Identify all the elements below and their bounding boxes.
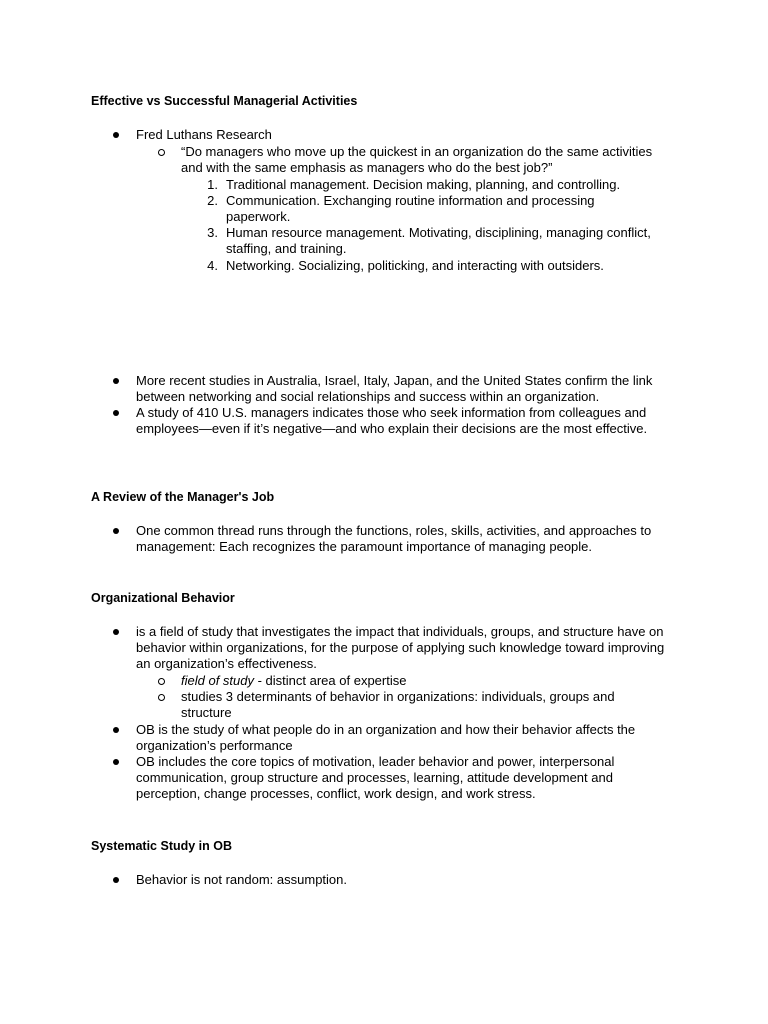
sub-list-item-text: “Do managers who move up the quickest in an organization do the same activities and with the same emphasis as managers who do the best job?” bbox=[181, 144, 653, 176]
numbered-item-text: Communication. Exchanging routine information and processing paperwork. bbox=[226, 193, 595, 225]
list-item bbox=[113, 405, 673, 455]
term-field-of-study: field of study bbox=[181, 673, 254, 688]
bullet-icon bbox=[113, 378, 119, 384]
numbered-item-text: Traditional management. Decision making, planning, and controlling. bbox=[226, 177, 621, 192]
numbered-item-text: Human resource management. Motivating, disciplining, managing conflict, staffing, and training. bbox=[226, 225, 651, 257]
bullet-icon bbox=[113, 410, 119, 416]
list-item-text: Behavior is not random: assumption. bbox=[136, 872, 347, 887]
sub-list-item-text bbox=[181, 673, 661, 689]
bullet-icon bbox=[113, 759, 119, 765]
section-heading-organizational-behavior: Organizational Behavior bbox=[91, 591, 235, 605]
numbered-item bbox=[200, 193, 670, 226]
section-heading-effective-vs-successful: Effective vs Successful Managerial Activities bbox=[91, 94, 358, 108]
numbered-item-text: Networking. Socializing, politicking, and interacting with outsiders. bbox=[226, 258, 604, 273]
list-item bbox=[113, 722, 673, 755]
sub-list-item-text: studies 3 determinants of behavior in organizations: individuals, groups and structure bbox=[181, 689, 615, 721]
item-number: 3. bbox=[207, 225, 218, 240]
sub-list-item bbox=[158, 144, 678, 177]
sub-list-item bbox=[158, 673, 678, 690]
section-heading-systematic-study: Systematic Study in OB bbox=[91, 839, 233, 853]
item-number: 2. bbox=[207, 193, 218, 208]
list-item-text: OB is the study of what people do in an organization and how their behavior affects the organization’s performance bbox=[136, 722, 636, 754]
hollow-bullet-icon bbox=[158, 694, 165, 701]
bullet-icon bbox=[113, 877, 119, 883]
list-item-text: is a field of study that investigates the impact that individuals, groups, and structure have on behavior within organizations, for the purpose of applying such knowledge toward improving an organization’s effectiveness. bbox=[136, 624, 665, 672]
bullet-icon bbox=[113, 132, 119, 138]
bullet-icon bbox=[113, 629, 119, 635]
list-item-text: Fred Luthans Research bbox=[136, 127, 272, 142]
sub-list-item bbox=[158, 689, 678, 722]
item-number: 4. bbox=[207, 258, 218, 273]
list-item-text: One common thread runs through the functions, roles, skills, activities, and approaches to management: Each recognizes the paramount importance of managing people. bbox=[136, 523, 652, 555]
list-item bbox=[113, 624, 673, 674]
list-item bbox=[113, 523, 673, 556]
term-definition: - distinct area of expertise bbox=[254, 673, 407, 688]
list-item bbox=[113, 754, 673, 820]
bullet-icon bbox=[113, 528, 119, 534]
list-item-text: OB includes the core topics of motivation, leader behavior and power, interpersonal communication, group structure and processes, learning, attitude development and perception, change processes, conflict, work design, and work stress. bbox=[136, 754, 615, 802]
hollow-bullet-icon bbox=[158, 678, 165, 685]
list-item bbox=[113, 127, 673, 144]
item-number: 1. bbox=[207, 177, 218, 192]
list-item bbox=[113, 872, 673, 889]
hollow-bullet-icon bbox=[158, 149, 165, 156]
numbered-item bbox=[200, 258, 670, 275]
section-heading-managers-job: A Review of the Manager's Job bbox=[91, 490, 275, 504]
list-item bbox=[113, 373, 673, 406]
list-item-text: More recent studies in Australia, Israel, Italy, Japan, and the United States confirm the link between networking and social relationships and success within an organization. bbox=[136, 373, 653, 405]
numbered-item bbox=[200, 225, 670, 258]
numbered-item bbox=[200, 177, 670, 194]
bullet-icon bbox=[113, 727, 119, 733]
list-item-text: A study of 410 U.S. managers indicates those who seek information from colleagues and employees—even if it’s negative—and who explain their decisions are the most effective. bbox=[136, 405, 648, 437]
